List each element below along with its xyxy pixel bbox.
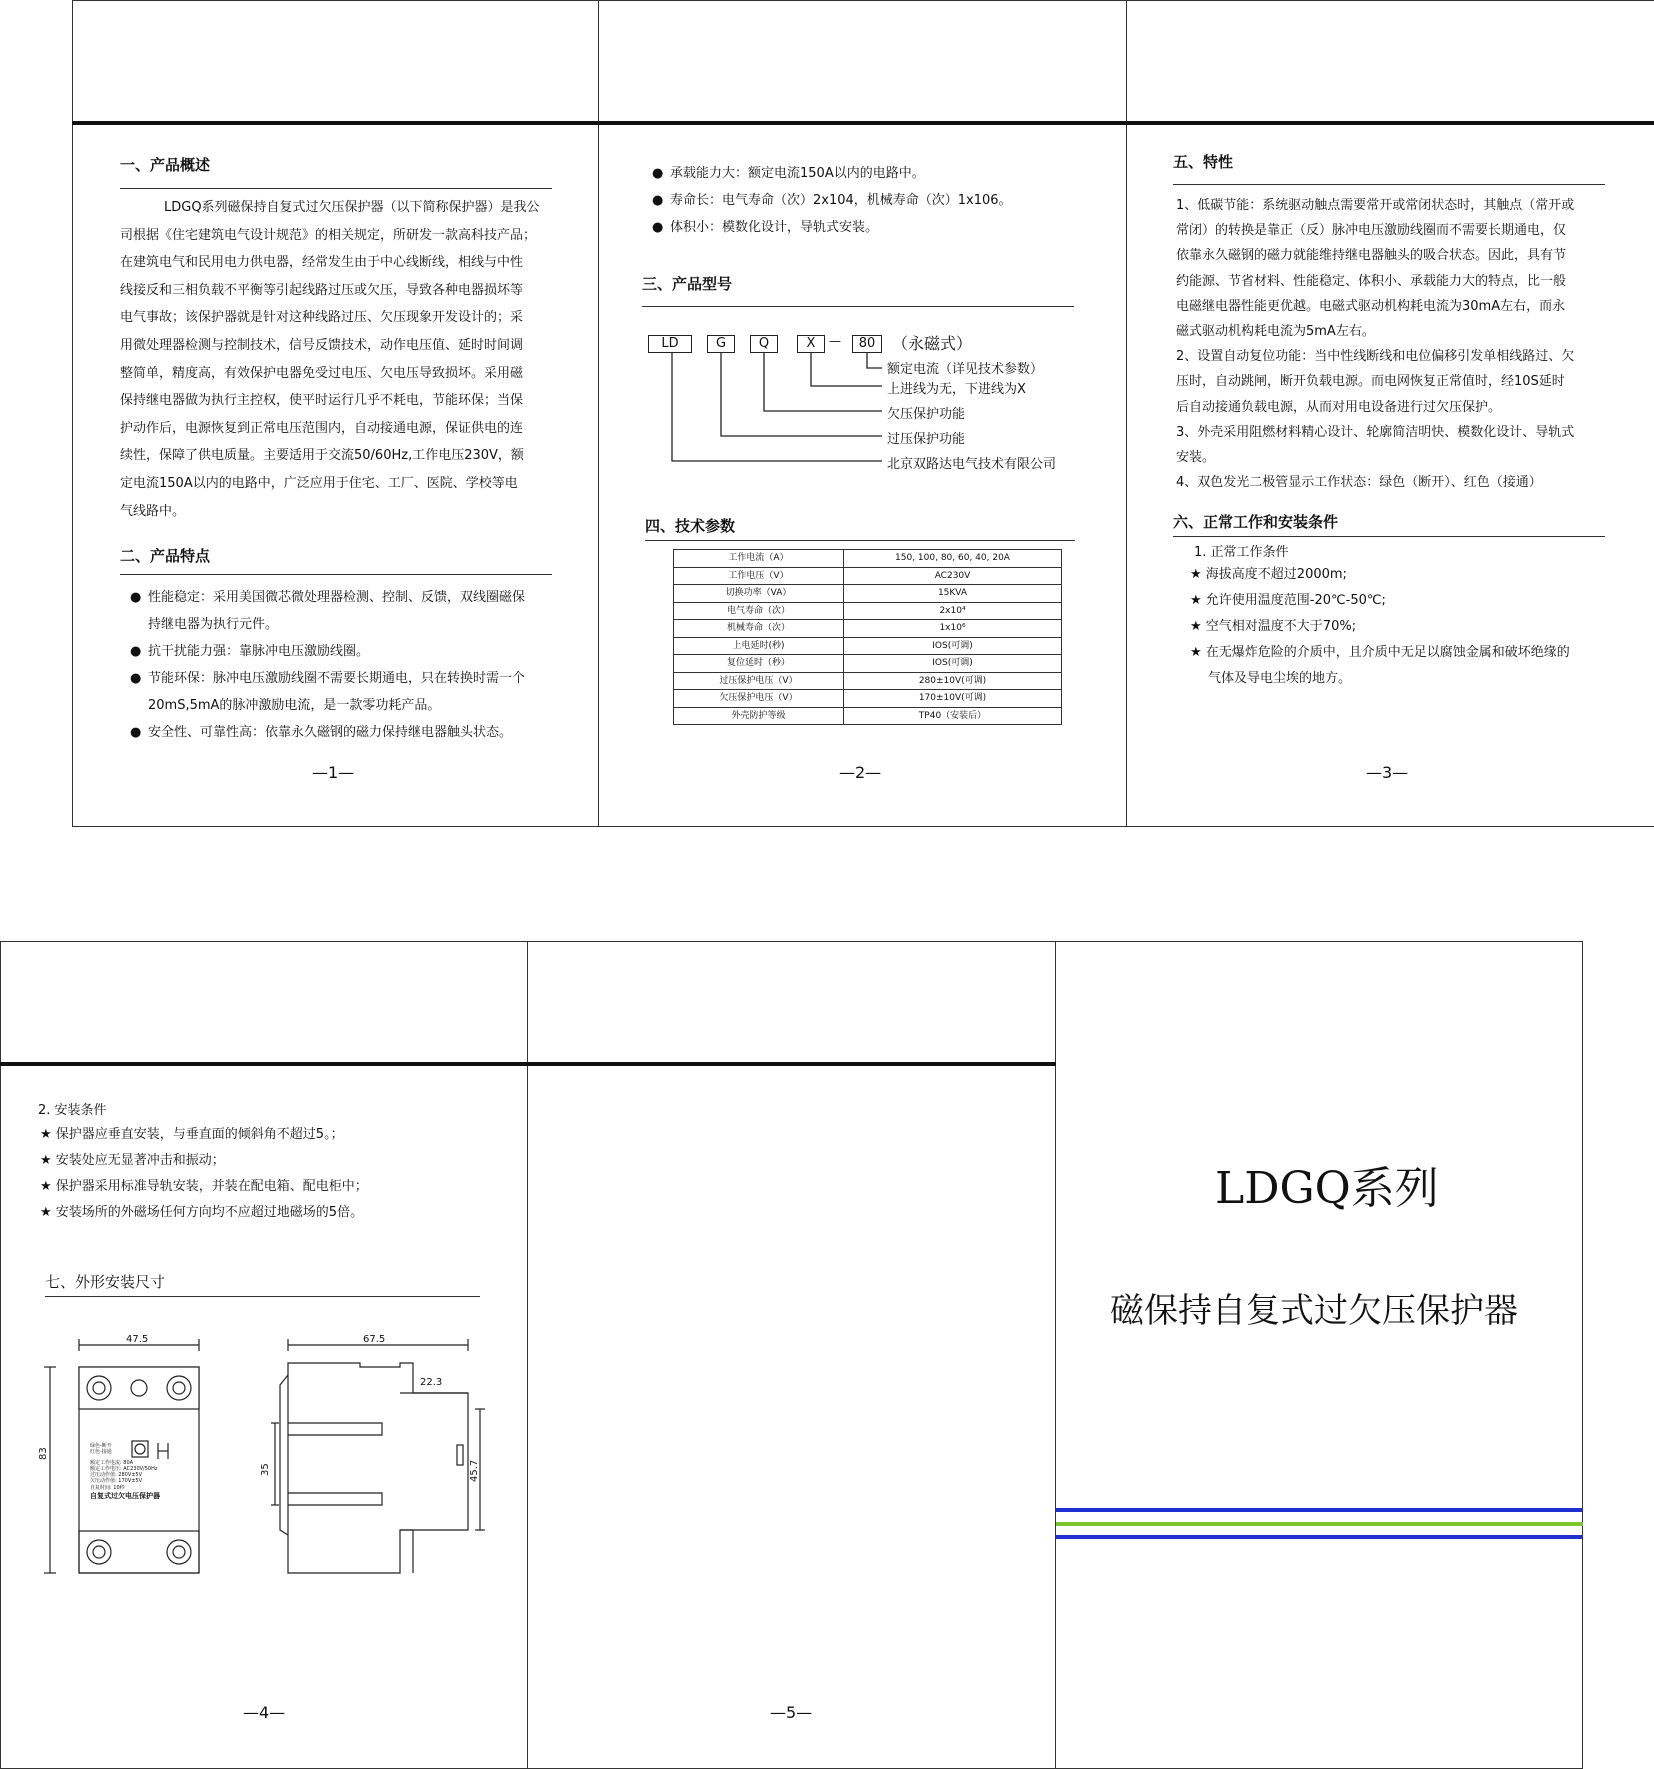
table-cell: 欠压保护电压（V）	[674, 690, 844, 708]
page-number: —2—	[839, 763, 882, 782]
list-item: ● 安全性、可靠性高：依靠永久磁钢的磁力保持继电器触头状态。	[130, 719, 570, 746]
table-row	[674, 585, 1062, 603]
table-row	[674, 707, 1062, 725]
label-line: 额定工作电压: AC230V/50Hz	[90, 1465, 158, 1472]
front-panel-label	[90, 1443, 196, 1499]
list-item: ★ 允许使用温度范围-20℃-50℃;	[1190, 593, 1386, 608]
model-box-x: X	[797, 335, 825, 353]
text-line: 气线路中。	[120, 503, 186, 519]
table-cell: 电气寿命（次）	[674, 602, 844, 620]
model-label-overvoltage: 过压保护功能	[887, 432, 966, 447]
section-rule	[645, 540, 1075, 541]
dimension-side-width: 67.5	[363, 1334, 386, 1345]
dimension-front-height: 83	[38, 1447, 49, 1460]
model-suffix: （永磁式）	[892, 334, 973, 353]
table-cell: TP40（安装后）	[844, 707, 1062, 725]
dimension-side-inner: 22.3	[420, 1377, 443, 1388]
star-icon: ★	[40, 1205, 52, 1220]
table-cell: 外壳防护等级	[674, 707, 844, 725]
section-heading-conditions: 六、正常工作和安装条件	[1173, 513, 1339, 531]
subheading: 2. 安装条件	[38, 1103, 107, 1118]
bottom-frame-right	[1582, 941, 1583, 1769]
label-line: 绿色-断开	[90, 1443, 112, 1449]
table-cell: 170±10V(可调)	[844, 690, 1062, 708]
model-box-q: Q	[750, 335, 778, 353]
list-item: ● 性能稳定：采用美国微芯微处理器检测、控制、反馈，双线圈磁保	[130, 584, 570, 611]
label-line: 红色-接通	[90, 1449, 112, 1456]
star-icon: ★	[40, 1153, 52, 1168]
table-cell: 2x10⁴	[844, 602, 1062, 620]
section-heading-dimensions: 七、外形安装尺寸	[45, 1273, 166, 1291]
text-line: 后自动接通负载电源，从而对用电设备进行过欠压保护。	[1176, 399, 1502, 415]
table-row	[674, 620, 1062, 638]
list-item: ● 抗干扰能力强：靠脉冲电压激励线圈。	[130, 638, 570, 665]
list-item: ★ 保护器采用标准导轨安装，并装在配电箱、配电柜中；	[40, 1179, 368, 1194]
characteristics-paragraph	[1176, 193, 1611, 495]
model-box-current: 80	[852, 335, 882, 353]
model-box-ld: LD	[648, 335, 692, 353]
table-row	[674, 550, 1062, 568]
list-item: ● 寿命长：电气寿命（次）2x104，机械寿命（次）1x106。	[652, 187, 1092, 214]
bottom-header-rule	[0, 1062, 1056, 1066]
text-line: 压时，自动跳闸，断开负载电源。而电网恢复正常值时，经10S延时	[1176, 374, 1565, 390]
bullet-icon: ●	[130, 671, 142, 686]
table-cell: 工作电压（V）	[674, 567, 844, 585]
table-row	[674, 655, 1062, 673]
text-line: 司根据《住宅建筑电气设计规范》的相关规定，所研发一款高科技产品；	[120, 227, 537, 243]
section-heading-model: 三、产品型号	[642, 275, 733, 293]
list-item: ★ 安装场所的外磁场任何方向均不应超过地磁场的5倍。	[40, 1205, 364, 1220]
table-cell: AC230V	[844, 567, 1062, 585]
text-line: 2、设置自动复位功能：当中性线断线和电位偏移引发单相线路过、欠	[1176, 349, 1575, 365]
table-cell: 过压保护电压（V）	[674, 672, 844, 690]
list-item-continued: 气体及导电尘埃的地方。	[1208, 671, 1352, 686]
section-rule	[1173, 184, 1605, 185]
text-line: 护动作后，电源恢复到正常电压范围内，自动接通电源，保证供电的连	[120, 420, 524, 436]
conditions-list	[1190, 562, 1610, 692]
label-line: 额定工作电流: 80A	[90, 1459, 134, 1466]
table-row	[674, 602, 1062, 620]
text-line: 在建筑电气和民用电力供电器，经常发生由于中心线断线，相线与中性	[120, 255, 524, 271]
bullet-icon: ●	[130, 725, 142, 740]
page-number: —3—	[1366, 763, 1409, 782]
list-item: ● 承载能力大：额定电流150A以内的电路中。	[652, 160, 1092, 187]
star-icon: ★	[40, 1179, 52, 1194]
table-row	[674, 567, 1062, 585]
text-line: 线接反和三相负载不平衡等引起线路过压或欠压，导致各种电器损坏等	[120, 282, 524, 298]
text-line: 定电流150A以内的电路中，广泛应用于住宅、工厂、医院、学校等电	[120, 475, 518, 491]
cover-stripe-1	[1056, 1508, 1583, 1512]
text-line: 常闭）的转换是靠正（反）脉冲电压激励线圈而不需要长期通电，仅	[1176, 223, 1567, 239]
section-heading-specs: 四、技术参数	[645, 517, 736, 535]
star-icon: ★	[1190, 567, 1202, 582]
text-line: 约能源、节省材料、性能稳定、体积小、承载能力大的特点，比一般	[1176, 273, 1567, 289]
table-cell: 15KVA	[844, 585, 1062, 603]
list-item-continued: 20mS,5mA的脉冲激励电流，是一款零功耗产品。	[148, 698, 441, 713]
dimension-side-h2: 45.7	[469, 1459, 480, 1482]
cover-subtitle: 磁保持自复式过欠压保护器	[1110, 1291, 1518, 1331]
dimension-side-h1: 35	[260, 1463, 271, 1476]
text-line: 电磁继电器性能更优越。电磁式驱动机构耗电流为30mA左右，而永	[1176, 298, 1566, 314]
table-cell: 复位延时（秒）	[674, 655, 844, 673]
text-line: 磁式驱动机构耗电流为5mA左右。	[1176, 324, 1375, 340]
table-cell: IOS(可调)	[844, 655, 1062, 673]
table-cell: 上电延时(秒)	[674, 637, 844, 655]
section-rule	[120, 574, 552, 575]
text-line: 电气事故；该保护器就是针对这种线路过压、欠压现象开发设计的；采	[120, 310, 524, 326]
section-rule	[1173, 536, 1605, 537]
spec-table	[673, 549, 1062, 725]
side-view-drawing	[270, 1335, 500, 1575]
text-line: 依靠永久磁钢的磁力就能维持继电器触头的吸合状态。因此，具有节	[1176, 248, 1567, 264]
cover-stripe-3	[1056, 1535, 1583, 1539]
text-line: 续性，保障了供电质量。主要适用于交流50/60Hz,工作电压230V，额	[120, 448, 524, 464]
star-icon: ★	[1190, 593, 1202, 608]
star-icon: ★	[1190, 619, 1202, 634]
bullet-icon: ●	[130, 644, 142, 659]
table-row	[674, 672, 1062, 690]
star-icon: ★	[40, 1127, 52, 1142]
text-line: LDGQ系列磁保持自复式过欠压保护器（以下简称保护器）是我公	[164, 200, 540, 215]
bullet-icon: ●	[652, 166, 664, 181]
text-line: 整简单，精度高，有效保护电器免受过电压、欠电压导致损坏。采用磁	[120, 365, 524, 381]
text-line: 安装。	[1176, 450, 1216, 466]
dimension-front-width: 47.5	[126, 1334, 149, 1345]
section-heading-features: 二、产品特点	[120, 547, 211, 565]
list-item: ★ 空气相对温度不大于70%;	[1190, 619, 1357, 634]
list-item: ★ 在无爆炸危险的介质中，且介质中无足以腐蚀金属和破坏绝缘的	[1190, 645, 1570, 660]
table-cell: 150, 100, 80, 60, 40, 20A	[844, 550, 1062, 568]
bullet-icon: ●	[652, 193, 664, 208]
label-title: 自复式过欠电压保护器	[90, 1492, 160, 1501]
bullet-icon: ●	[652, 220, 664, 235]
bullet-icon: ●	[130, 590, 142, 605]
page-number: —1—	[312, 763, 355, 782]
list-item: ★ 保护器应垂直安装，与垂直面的倾斜角不超过5。；	[40, 1127, 344, 1142]
star-icon: ★	[1190, 645, 1202, 660]
feature-list	[130, 584, 570, 746]
model-label-undervoltage: 欠压保护功能	[887, 407, 966, 422]
list-item: ● 体积小：模数化设计，导轨式安装。	[652, 214, 1092, 241]
table-cell: 工作电流（A）	[674, 550, 844, 568]
text-line: 4、双色发光二极管显示工作状态：绿色（断开）、红色（接通）	[1176, 475, 1542, 491]
list-item: ● 节能环保：脉冲电压激励线圈不需要长期通电，只在转换时需一个	[130, 665, 570, 692]
label-line: 自复时间: 10秒	[90, 1484, 125, 1491]
cover-stripe-2	[1056, 1522, 1583, 1526]
subheading: 1. 正常工作条件	[1194, 545, 1289, 560]
text-line: 保持继电器做为执行主控权，使平时运行几乎不耗电，节能环保；当保	[120, 393, 524, 409]
label-line: 过压动作值: 280V±5V	[90, 1472, 143, 1479]
label-line: 欠压动作值: 170V±5V	[90, 1478, 143, 1485]
page-number: —5—	[770, 1703, 813, 1722]
bottom-frame-top	[0, 941, 1583, 942]
table-cell: IOS(可调)	[844, 637, 1062, 655]
page-number: —4—	[243, 1703, 286, 1722]
section-heading-characteristics: 五、特性	[1173, 153, 1234, 171]
text-line: 3、外壳采用阻燃材料精心设计、轮廓简洁明快、模数化设计、导轨式	[1176, 424, 1575, 440]
model-label-company: 北京双路达电气技术有限公司	[887, 457, 1057, 472]
table-cell: 机械寿命（次）	[674, 620, 844, 638]
model-box-g: G	[707, 335, 735, 353]
section-rule	[45, 1296, 480, 1297]
list-item: ★ 安装处应无显著冲击和振动；	[40, 1153, 225, 1168]
model-label-current: 额定电流（详见技术参数）	[887, 362, 1044, 377]
text-line: 1、低碳节能：系统驱动触点需要常开或常闭状态时，其触点（常开或	[1176, 198, 1575, 213]
section-heading-overview: 一、产品概述	[120, 156, 211, 174]
list-item: ★ 海拔高度不超过2000m;	[1190, 567, 1347, 582]
text-line: 用微处理器检测与控制技术，信号反馈技术，动作电压值、延时时间调	[120, 337, 524, 353]
model-dash: —	[829, 334, 841, 348]
cover-title: LDGQ系列	[1215, 1163, 1439, 1214]
model-label-inlet: 上进线为无，下进线为X	[887, 382, 1026, 397]
list-item-continued: 持继电器为执行元件。	[148, 617, 279, 632]
table-row	[674, 690, 1062, 708]
table-cell: 切换功率（VA）	[674, 585, 844, 603]
table-cell: 1x10⁶	[844, 620, 1062, 638]
install-list	[40, 1122, 520, 1226]
table-cell: 280±10V(可调)	[844, 672, 1062, 690]
table-row	[674, 637, 1062, 655]
top-frame-bottom	[72, 826, 1654, 827]
